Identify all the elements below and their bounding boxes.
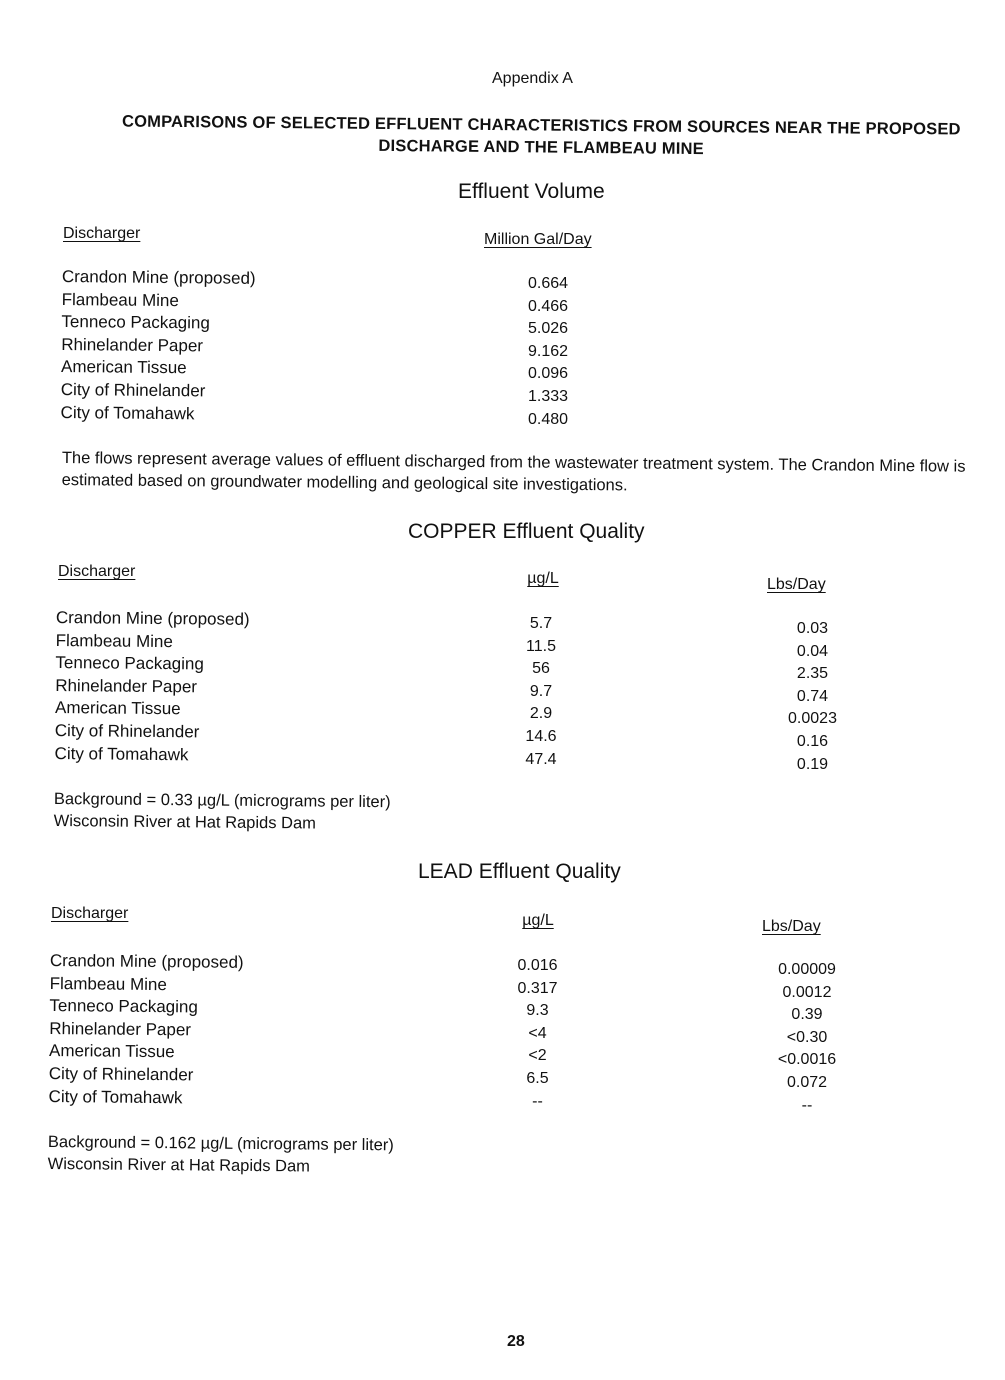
list-item: Crandon Mine (proposed) [55, 607, 250, 629]
list-item: 0.664 [527, 275, 569, 292]
list-item: 5.7 [529, 615, 553, 632]
lead-background-location: Wisconsin River at Hat Rapids Dam [47, 1154, 311, 1176]
list-item: <4 [528, 1024, 547, 1042]
copper-col-ugl: µg/L [527, 570, 559, 587]
list-item: 5.026 [527, 320, 569, 338]
list-item: Flambeau Mine [49, 973, 167, 994]
list-item: 47.4 [525, 750, 557, 768]
list-item: 0.096 [527, 365, 569, 383]
list-item: American Tissue [54, 698, 181, 719]
copper-lbs-list [770, 618, 855, 776]
copper-discharger-list [54, 607, 249, 767]
list-item: Rhinelander Paper [49, 1018, 192, 1040]
list-item: Flambeau Mine [55, 630, 173, 651]
copper-background-text: Background = 0.33 µg/L (micrograms per liter) [53, 789, 391, 812]
heading-line-1: COMPARISONS OF SELECTED EFFLUENT CHARACTERISTICS FROM SOURCES NEAR THE PROPOSED [121, 112, 961, 139]
lead-col-ugl: µg/L [522, 912, 554, 929]
list-item: 14.6 [525, 727, 557, 745]
copper-background-note [54, 788, 391, 835]
list-item: American Tissue [48, 1041, 175, 1062]
list-item: <0.0016 [777, 1051, 837, 1069]
heading-line-2: DISCHARGE AND THE FLAMBEAU MINE [378, 136, 704, 159]
list-item: Tenneco Packaging [55, 653, 204, 674]
list-item: Crandon Mine (proposed) [61, 266, 256, 288]
volume-discharger-list [60, 266, 255, 426]
page-number: 28 [507, 1333, 525, 1350]
list-item: <0.30 [786, 1028, 828, 1046]
appendix-label: Appendix A [492, 70, 573, 87]
lead-ugl-list [500, 955, 575, 1113]
list-item: 9.7 [529, 682, 553, 700]
lead-col-lbs-day: Lbs/Day [762, 918, 821, 935]
list-item: Flambeau Mine [61, 289, 179, 310]
list-item: 9.162 [527, 342, 569, 360]
volume-explanation-paragraph: The flows represent average values of effluent discharged from the wastewater treatment system. The Crandon Mine flow is estimated based on groundwater modelling and geological site investigations. [61, 448, 966, 495]
list-item: Rhinelander Paper [61, 334, 204, 356]
list-item: 0.466 [527, 297, 569, 315]
list-item: American Tissue [60, 357, 187, 378]
list-item: 0.16 [796, 732, 829, 750]
copper-col-lbs-day: Lbs/Day [767, 576, 826, 593]
lead-background-text: Background = 0.162 µg/L (micrograms per liter) [47, 1132, 394, 1155]
volume-col-million-gal: Million Gal/Day [484, 231, 592, 248]
list-item: 0.072 [786, 1073, 828, 1091]
lead-discharger-list [48, 950, 243, 1110]
list-item: 0.04 [796, 642, 829, 660]
list-item: 0.317 [517, 979, 558, 997]
volume-value-list [508, 273, 588, 431]
list-item: 0.480 [527, 410, 569, 428]
copper-background-location: Wisconsin River at Hat Rapids Dam [53, 811, 317, 833]
list-item: 0.016 [517, 957, 558, 974]
list-item: -- [801, 1096, 813, 1114]
list-item: City of Rhinelander [48, 1063, 194, 1085]
copper-section-title: COPPER Effluent Quality [408, 520, 645, 543]
list-item: City of Rhinelander [60, 379, 206, 401]
list-item: 1.333 [527, 387, 569, 405]
list-item: 0.19 [796, 755, 829, 773]
list-item: Crandon Mine (proposed) [49, 950, 244, 972]
list-item: City of Tomahawk [48, 1086, 183, 1107]
list-item: 6.5 [526, 1069, 549, 1087]
list-item: Tenneco Packaging [61, 312, 210, 333]
list-item: 0.0023 [788, 710, 837, 728]
copper-col-discharger: Discharger [58, 563, 136, 580]
list-item: 0.00009 [778, 961, 836, 978]
volume-section-title: Effluent Volume [458, 180, 605, 203]
list-item: -- [532, 1092, 543, 1110]
list-item: 11.5 [526, 637, 556, 655]
list-item: City of Tomahawk [54, 743, 189, 764]
list-item: <2 [528, 1047, 547, 1065]
copper-ugl-list [506, 613, 576, 771]
list-item: 9.3 [526, 1002, 549, 1020]
list-item: 56 [532, 660, 550, 678]
list-item: City of Tomahawk [60, 402, 195, 423]
lead-col-discharger: Discharger [51, 905, 129, 922]
list-item: Rhinelander Paper [55, 675, 198, 697]
lead-lbs-list [762, 959, 852, 1117]
list-item: 0.39 [791, 1006, 823, 1024]
list-item: City of Rhinelander [54, 720, 200, 742]
list-item: 2.35 [796, 665, 829, 683]
list-item: 0.0012 [782, 983, 832, 1001]
lead-background-note [48, 1131, 394, 1178]
document-heading [74, 110, 1005, 163]
list-item: 0.03 [796, 620, 829, 637]
list-item: 2.9 [529, 705, 553, 723]
list-item: Tenneco Packaging [49, 996, 198, 1017]
volume-col-discharger: Discharger [63, 225, 141, 242]
list-item: 0.74 [796, 687, 829, 705]
lead-section-title: LEAD Effluent Quality [418, 860, 621, 883]
